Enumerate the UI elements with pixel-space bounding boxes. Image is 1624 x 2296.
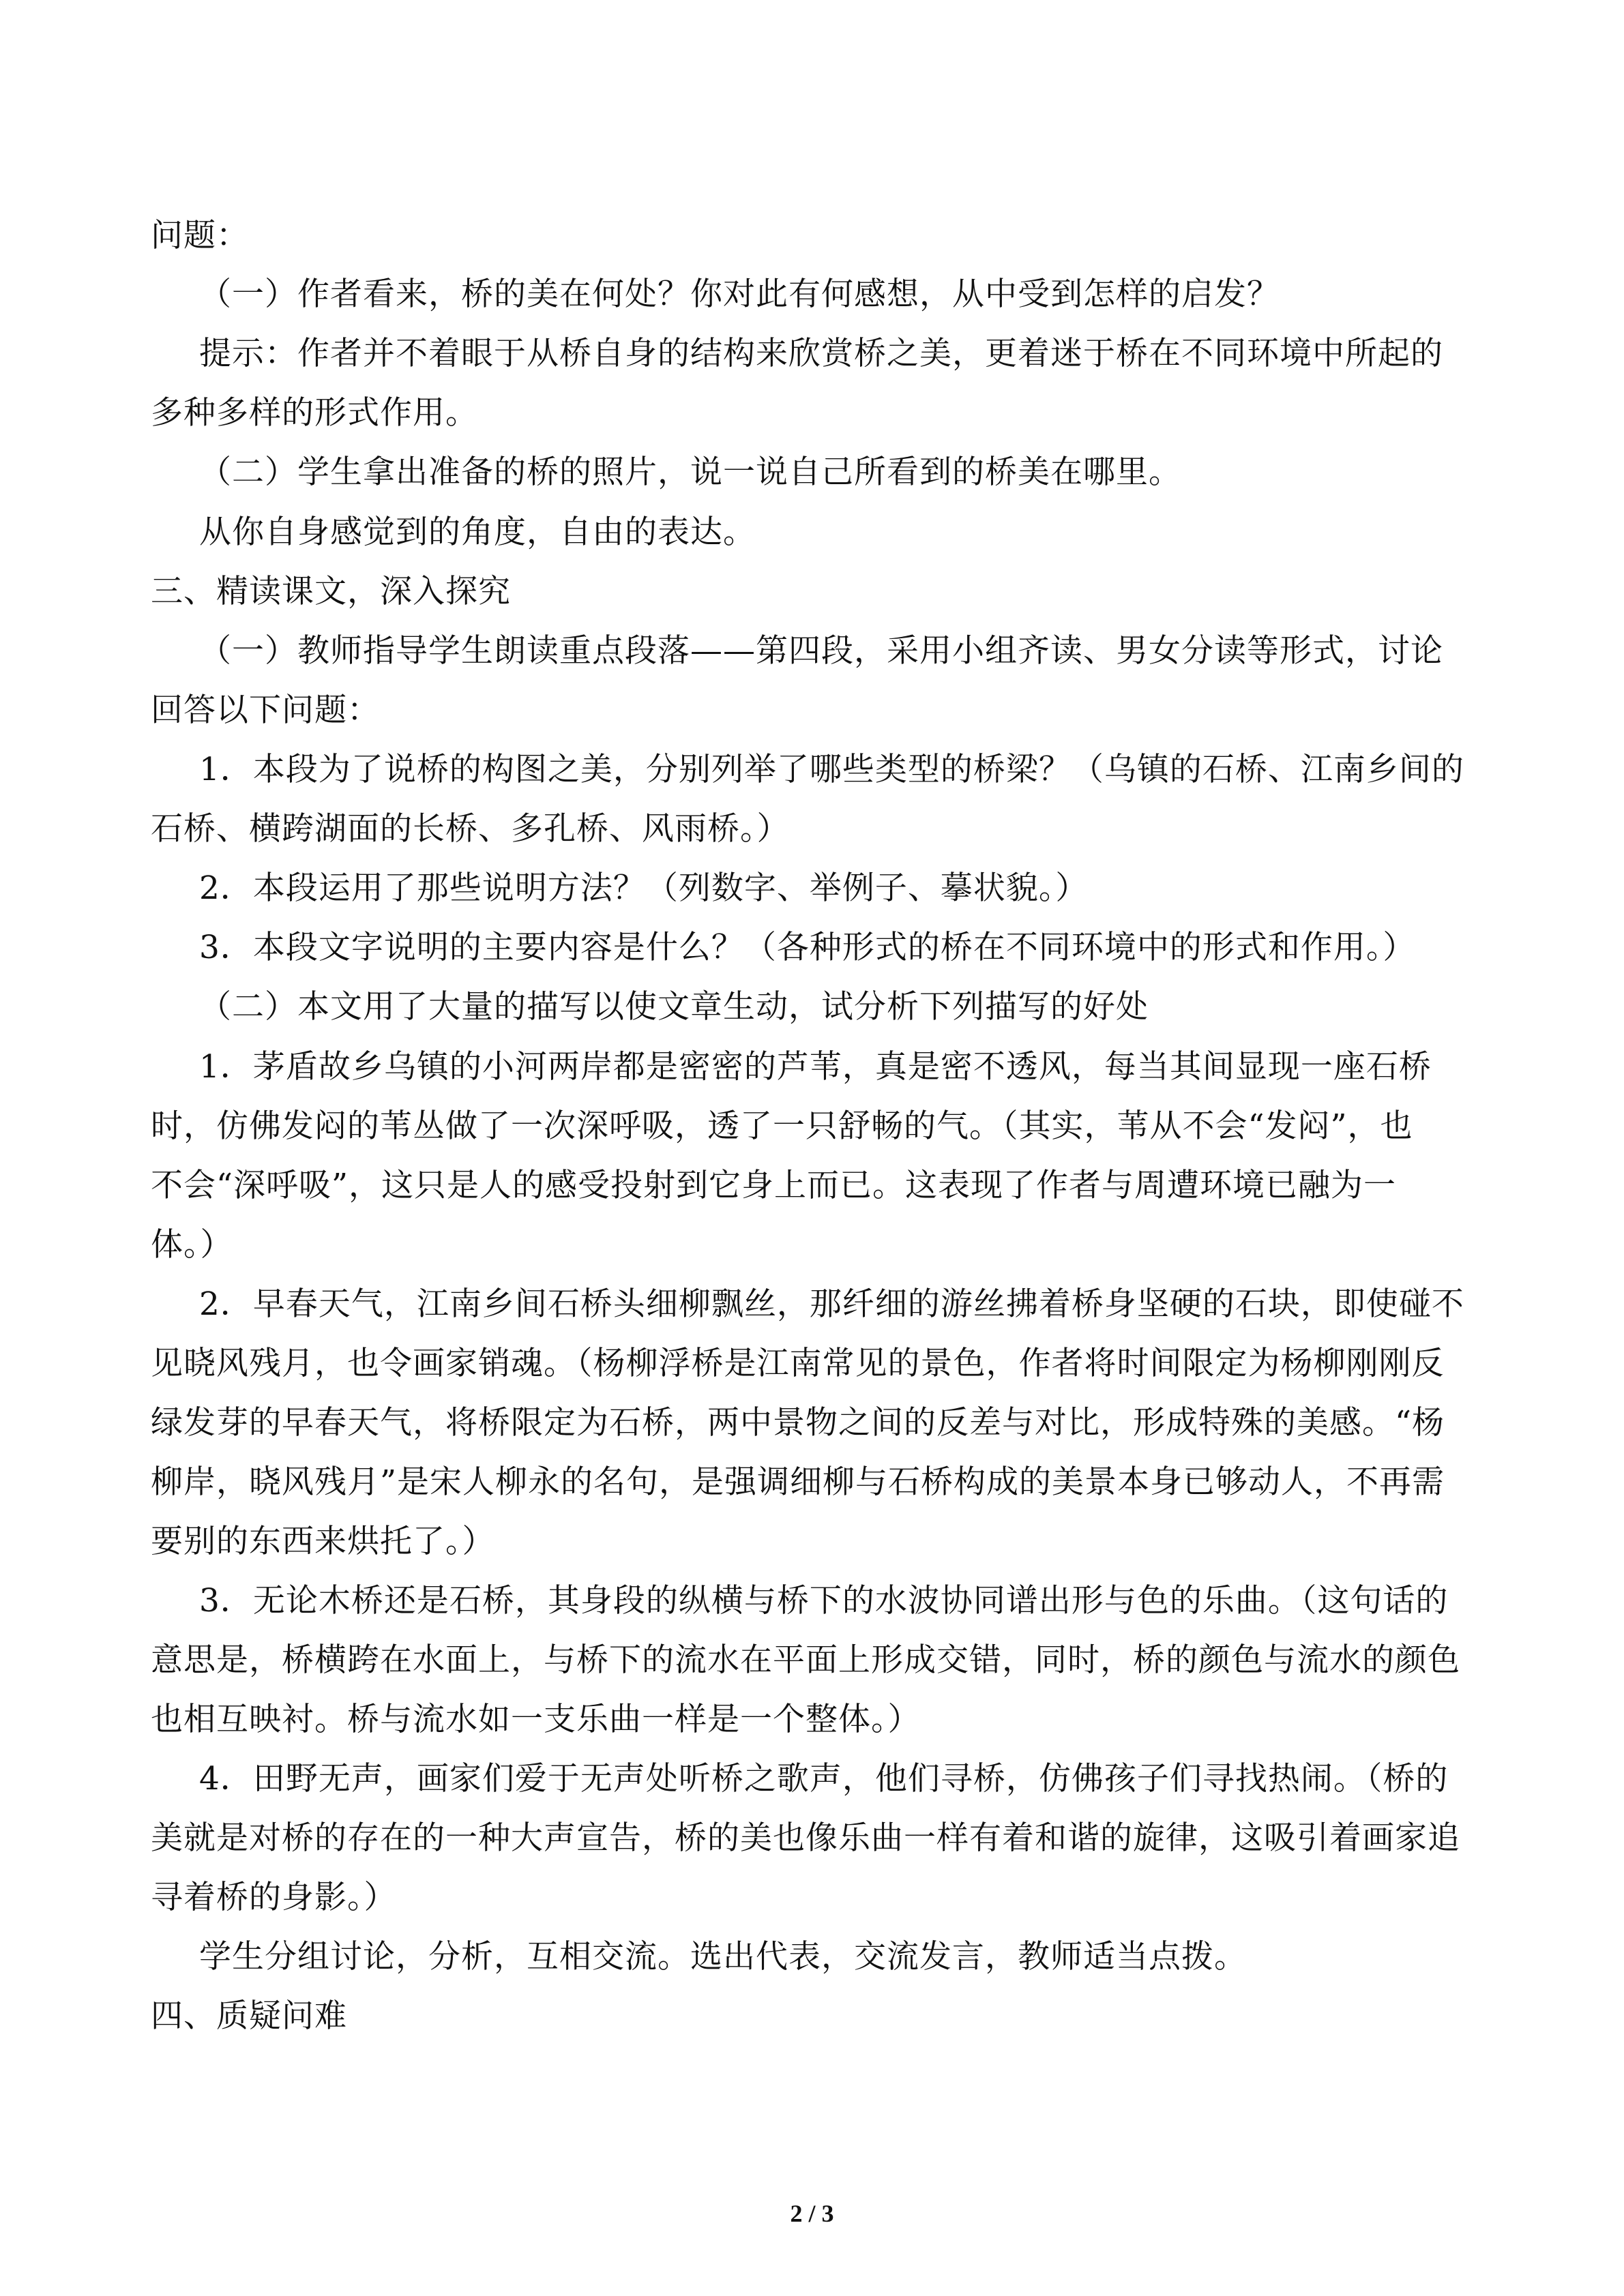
paragraph-line: （一）作者看来，桥的美在何处？你对此有何感想，从中受到怎样的启发？: [199, 275, 1280, 313]
paragraph-line: 2．早春天气，江南乡间石桥头细柳飘丝，那纤细的游丝拂着桥身坚硬的石块，即使碰不: [199, 1285, 1464, 1323]
paragraph-line: 多种多样的形式作用。: [151, 394, 478, 432]
paragraph-line: 体。）: [151, 1226, 233, 1264]
paragraph-line: 见晓风残月，也令画家销魂。（杨柳浮桥是江南常见的景色，作者将时间限定为杨柳刚刚反: [151, 1345, 1445, 1382]
paragraph-line: 4．田野无声，画家们爱于无声处听桥之歌声，他们寻桥，仿佛孩子们寻找热闹。（桥的: [199, 1760, 1449, 1798]
paragraph-line: 美就是对桥的存在的一种大声宣告，桥的美也像乐曲一样有着和谐的旋律，这吸引着画家追: [151, 1819, 1460, 1857]
paragraph-line: 1．茅盾故乡乌镇的小河两岸都是密密的芦苇，真是密不透风，每当其间显现一座石桥: [199, 1048, 1432, 1086]
paragraph-line: 意思是，桥横跨在水面上，与桥下的流水在平面上形成交错，同时，桥的颜色与流水的颜色: [151, 1641, 1460, 1679]
paragraph-line: 3．无论木桥还是石桥，其身段的纵横与桥下的水波协同谱出形与色的乐曲。（这句话的: [199, 1582, 1449, 1620]
paragraph-line: 柳岸，晓风残月”是宋人柳永的名句，是强调细柳与石桥构成的美景本身已够动人，不再需: [151, 1463, 1445, 1501]
paragraph-line: 不会“深呼吸”，这只是人的感受投射到它身上而已。这表现了作者与周遭环境已融为一: [151, 1167, 1397, 1204]
section-heading-4: 四、质疑问难: [151, 1997, 347, 2035]
paragraph-line: 提示：作者并不着眼于从桥自身的结构来欣赏桥之美，更着迷于桥在不同环境中所起的: [199, 335, 1443, 372]
paragraph-line: 绿发芽的早春天气，将桥限定为石桥，两中景物之间的反差与对比，形成特殊的美感。“杨: [151, 1404, 1445, 1442]
paragraph-line: （二）本文用了大量的描写以使文章生动，试分析下列描写的好处: [199, 988, 1149, 1026]
heading-questions: 问题：: [151, 217, 249, 254]
paragraph-line: （二）学生拿出准备的桥的照片，说一说自己所看到的桥美在哪里。: [199, 453, 1181, 491]
paragraph-line: 石桥、横跨湖面的长桥、多孔桥、风雨桥。）: [151, 810, 790, 848]
paragraph-line: 寻着桥的身影。）: [151, 1879, 397, 1916]
paragraph-line: 要别的东西来烘托了。）: [151, 1523, 495, 1560]
paragraph-line: 学生分组讨论，分析，互相交流。选出代表，交流发言，教师适当点拨。: [199, 1938, 1247, 1976]
paragraph-line: 1．本段为了说桥的构图之美，分别列举了哪些类型的桥梁？（乌镇的石桥、江南乡间的: [199, 751, 1464, 788]
paragraph-line: 回答以下问题：: [151, 691, 380, 729]
paragraph-line: 也相互映衬。桥与流水如一支乐曲一样是一个整体。）: [151, 1701, 921, 1738]
section-heading-3: 三、精读课文，深入探究: [151, 573, 511, 610]
paragraph-line: 2．本段运用了那些说明方法？（列数字、举例子、摹状貌。）: [199, 869, 1089, 907]
paragraph-line: 3．本段文字说明的主要内容是什么？（各种形式的桥在不同环境中的形式和作用。）: [199, 929, 1416, 966]
paragraph-line: 从你自身感觉到的角度，自由的表达。: [199, 513, 756, 551]
page-number: 2 / 3: [790, 2200, 834, 2227]
paragraph-line: 时，仿佛发闷的苇丛做了一次深呼吸，透了一只舒畅的气。（其实，苇从不会“发闷”，也: [151, 1107, 1413, 1145]
paragraph-line: （一）教师指导学生朗读重点段落——第四段，采用小组齐读、男女分读等形式，讨论: [199, 632, 1443, 670]
